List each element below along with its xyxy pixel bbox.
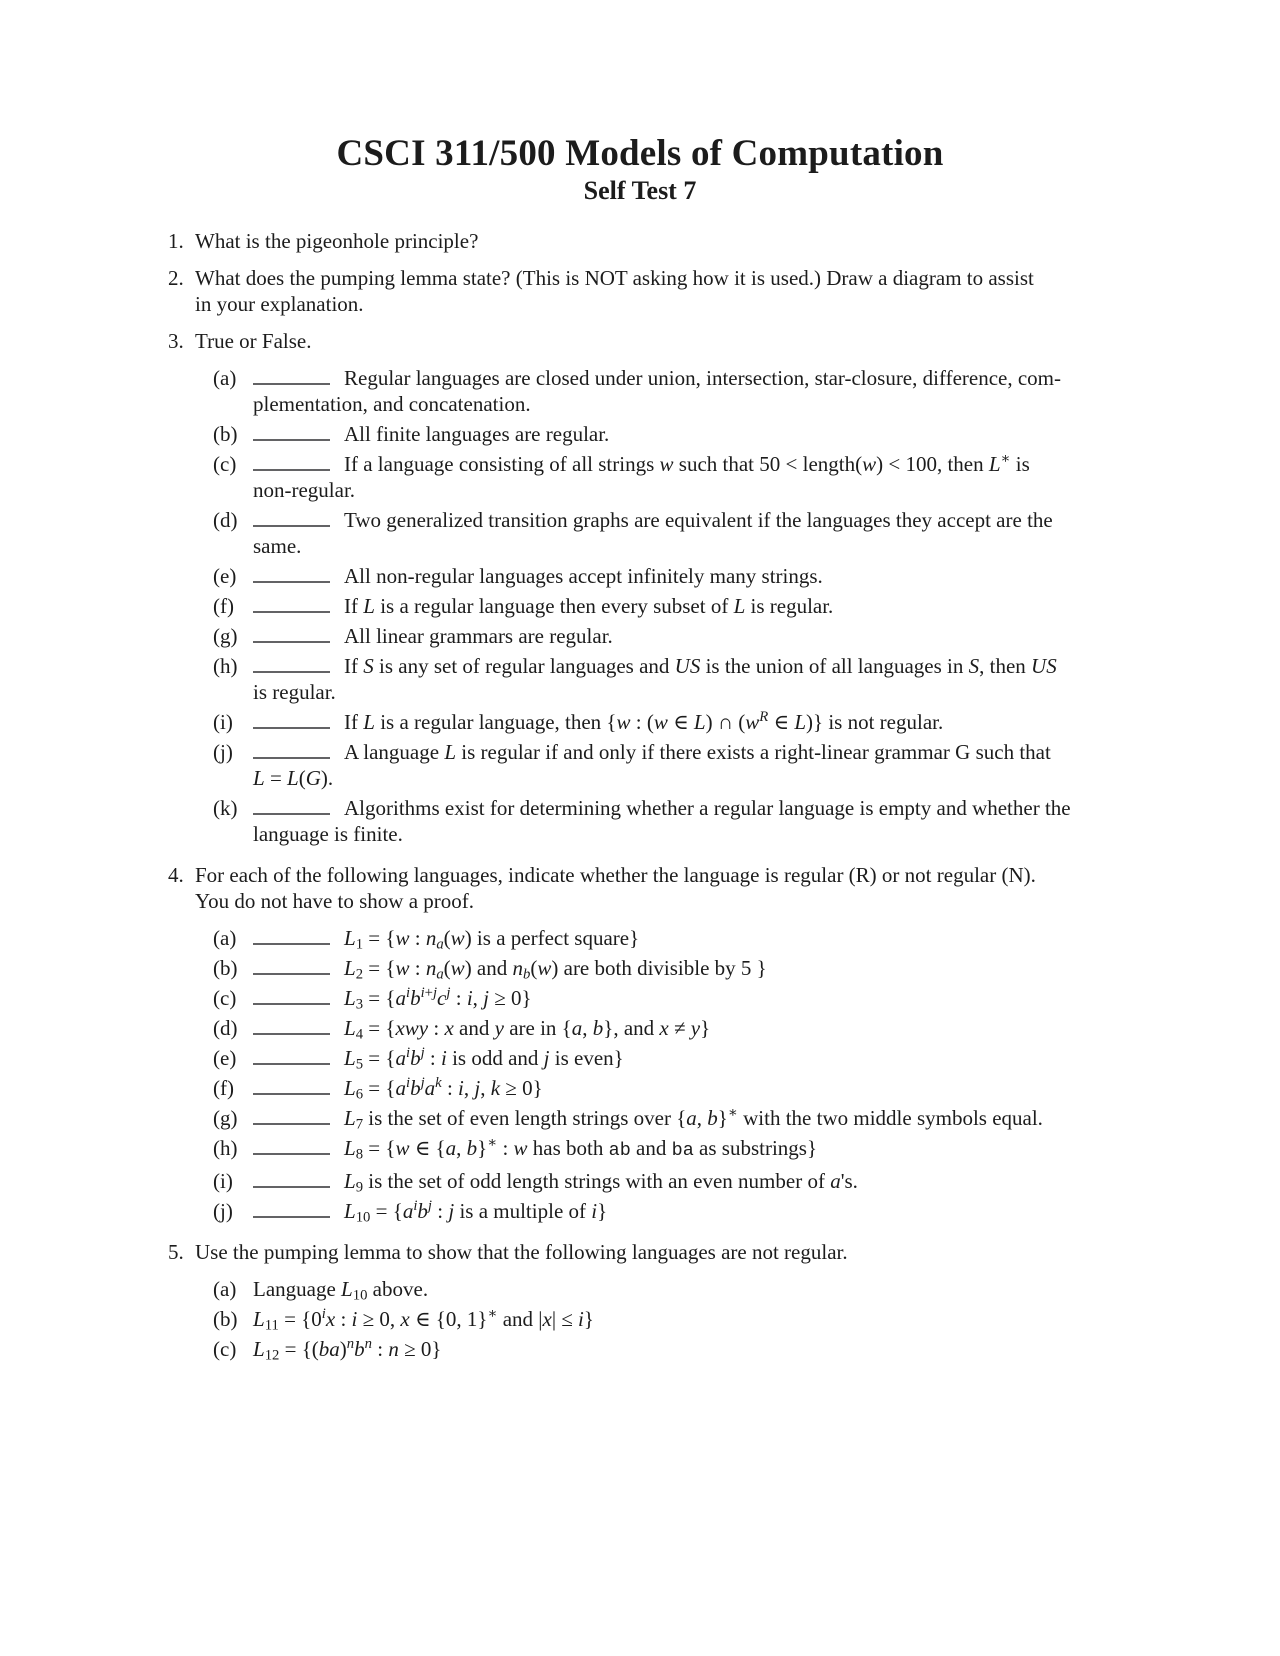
question-3-item-h <box>213 653 1112 705</box>
question-2 <box>168 265 1112 317</box>
item-label: (c) <box>213 452 237 476</box>
question-4-number: 4. <box>168 863 184 887</box>
item-text: Algorithms exist for determining whether a regular language is empty and whether the language is finite. <box>253 796 1071 846</box>
question-3-item-e <box>213 563 1112 589</box>
item-label: (g) <box>213 624 238 648</box>
answer-blank <box>253 1153 330 1155</box>
question-3-items <box>195 365 1112 847</box>
question-3-number: 3. <box>168 329 184 353</box>
item-label: (e) <box>213 564 237 588</box>
question-3-item-g <box>213 623 1112 649</box>
question-3-item-f <box>213 593 1112 619</box>
answer-blank <box>253 439 330 441</box>
answer-blank <box>253 973 330 975</box>
question-4 <box>168 862 1112 1228</box>
item-label: (k) <box>213 796 238 820</box>
item-text: If S is any set of regular languages and US is the union of all languages in S, then US is regular. <box>253 654 1057 704</box>
question-3-item-c <box>213 451 1112 503</box>
item-label: (b) <box>213 956 238 980</box>
question-4-item-f <box>213 1075 1112 1101</box>
item-label: (f) <box>213 1076 234 1100</box>
item-label: (d) <box>213 1016 238 1040</box>
question-4-text: For each of the following languages, indicate whether the language is regular (R) or not regular (N). You do not have to show a proof. <box>195 863 1036 913</box>
item-label: (j) <box>213 1199 233 1223</box>
question-3-item-d <box>213 507 1112 559</box>
question-4-item-h <box>213 1135 1112 1164</box>
item-label: (b) <box>213 1307 238 1331</box>
item-label: (a) <box>213 926 237 950</box>
answer-blank <box>253 641 330 643</box>
item-label: (h) <box>213 654 238 678</box>
question-5-number: 5. <box>168 1240 184 1264</box>
answer-blank <box>253 727 330 729</box>
question-2-text: What does the pumping lemma state? (This is NOT asking how it is used.) Draw a diagram to assist in your explanation. <box>195 266 1034 316</box>
question-list <box>168 228 1112 1366</box>
item-text: $L_7$ is the set of even length strings over {a, b}∗ with the two middle symbols equal. <box>253 1105 1112 1131</box>
question-3-text: True or False. <box>195 329 312 353</box>
item-text: $L_4 = \{xwy$ : x and y are in {a, b}, and x ≠ y} <box>253 1015 1112 1041</box>
answer-blank <box>253 1093 330 1095</box>
answer-blank <box>253 525 330 527</box>
item-text: $L_2 = \{w$ : $n_a(w)$ and $n_b(w)$ are both divisible by 5 } <box>253 955 1112 981</box>
answer-blank <box>253 383 330 385</box>
item-text: Language $L_{10}$ above. <box>253 1277 429 1304</box>
answer-blank <box>253 1033 330 1035</box>
item-text: All finite languages are regular. <box>253 421 1112 447</box>
item-label: (g) <box>213 1106 238 1130</box>
item-text: $L_{12} = \{(ba)^nb^n$ : n ≥ 0} <box>253 1335 442 1364</box>
question-1-number: 1. <box>168 229 184 253</box>
item-text: All non-regular languages accept infinitely many strings. <box>253 563 1112 589</box>
answer-blank <box>253 1063 330 1065</box>
item-label: (i) <box>213 1169 233 1193</box>
question-2-number: 2. <box>168 266 184 290</box>
item-label: (j) <box>213 740 233 764</box>
item-label: (d) <box>213 508 238 532</box>
answer-blank <box>253 813 330 815</box>
item-text: $L_1 = \{w$ : $n_a(w)$ is a perfect square} <box>253 925 1112 951</box>
item-text: $L_3 = \{a^ib^{i+j}c^j$ : i, j ≥ 0} <box>253 985 1112 1011</box>
answer-blank <box>253 611 330 613</box>
answer-blank <box>253 943 330 945</box>
item-text: $L_6 = \{a^ib^ja^k$ : i, j, k ≥ 0} <box>253 1075 1112 1101</box>
question-5-item-b <box>213 1306 1112 1332</box>
document-subtitle: Self Test 7 <box>583 176 697 205</box>
question-4-items <box>195 925 1112 1224</box>
question-1-text: What is the pigeonhole principle? <box>195 229 479 253</box>
item-label: (a) <box>213 366 237 390</box>
answer-blank <box>253 1216 330 1218</box>
question-4-item-e <box>213 1045 1112 1071</box>
question-3-item-k <box>213 795 1112 847</box>
answer-blank <box>253 581 330 583</box>
answer-blank <box>253 1186 330 1188</box>
question-5-items <box>195 1276 1112 1362</box>
question-5-item-a <box>213 1276 1112 1302</box>
question-5-text: Use the pumping lemma to show that the following languages are not regular. <box>195 1240 848 1264</box>
answer-blank <box>253 671 330 673</box>
item-label: (b) <box>213 422 238 446</box>
question-3-item-j <box>213 739 1112 791</box>
question-4-item-c <box>213 985 1112 1011</box>
question-3-item-a <box>213 365 1112 417</box>
question-3-item-b <box>213 421 1112 447</box>
question-1 <box>168 228 1112 254</box>
document-title: CSCI 311/500 Models of Computation <box>336 133 944 174</box>
answer-blank <box>253 1123 330 1125</box>
question-4-item-j <box>213 1198 1112 1224</box>
item-label: (h) <box>213 1136 238 1160</box>
item-label: (i) <box>213 710 233 734</box>
item-label: (f) <box>213 594 234 618</box>
item-text: If L is a regular language, then {w : (w ∈ L) ∩ ($w^R$ ∈ L)} is not regular. <box>253 709 1112 735</box>
answer-blank <box>253 1003 330 1005</box>
item-label: (c) <box>213 1337 237 1361</box>
answer-blank <box>253 757 330 759</box>
item-text: $L_{10} = \{a^ib^j$ : j is a multiple of i} <box>253 1198 1112 1224</box>
item-text: $L_5 = \{a^ib^j$ : i is odd and j is even} <box>253 1045 1112 1071</box>
item-label: (c) <box>213 986 237 1010</box>
question-4-item-d <box>213 1015 1112 1041</box>
answer-blank <box>253 469 330 471</box>
question-4-item-i <box>213 1168 1112 1194</box>
item-text: All linear grammars are regular. <box>253 623 1112 649</box>
item-text: $L_8 = \{w$ ∈ {a, b}∗ : w has both ab and ba as substrings} <box>253 1135 1112 1164</box>
item-text: A language L is regular if and only if there exists a right-linear grammar G such that L = L(G). <box>253 740 1051 790</box>
question-4-item-b <box>213 955 1112 981</box>
question-4-item-g <box>213 1105 1112 1131</box>
item-text: If L is a regular language then every subset of L is regular. <box>253 593 1112 619</box>
item-text: $L_9$ is the set of odd length strings with an even number of a's. <box>253 1168 1112 1194</box>
question-3 <box>168 328 1112 851</box>
item-text: Regular languages are closed under union, intersection, star-closure, difference, com- plementation, and concatenation. <box>253 366 1061 416</box>
question-5 <box>168 1239 1112 1366</box>
item-text: $L_{11} = \{0^ix$ : i ≥ 0, x ∈ {0, 1}∗ and |x| ≤ i} <box>253 1305 594 1334</box>
question-3-item-i <box>213 709 1112 735</box>
question-4-item-a <box>213 925 1112 951</box>
item-label: (e) <box>213 1046 237 1070</box>
item-label: (a) <box>213 1277 237 1301</box>
question-5-item-c <box>213 1336 1112 1362</box>
item-text: If a language consisting of all strings w such that 50 < length(w) < 100, then L∗ is non-regular. <box>253 450 1030 502</box>
item-text: Two generalized transition graphs are equivalent if the languages they accept are the same. <box>253 508 1053 558</box>
